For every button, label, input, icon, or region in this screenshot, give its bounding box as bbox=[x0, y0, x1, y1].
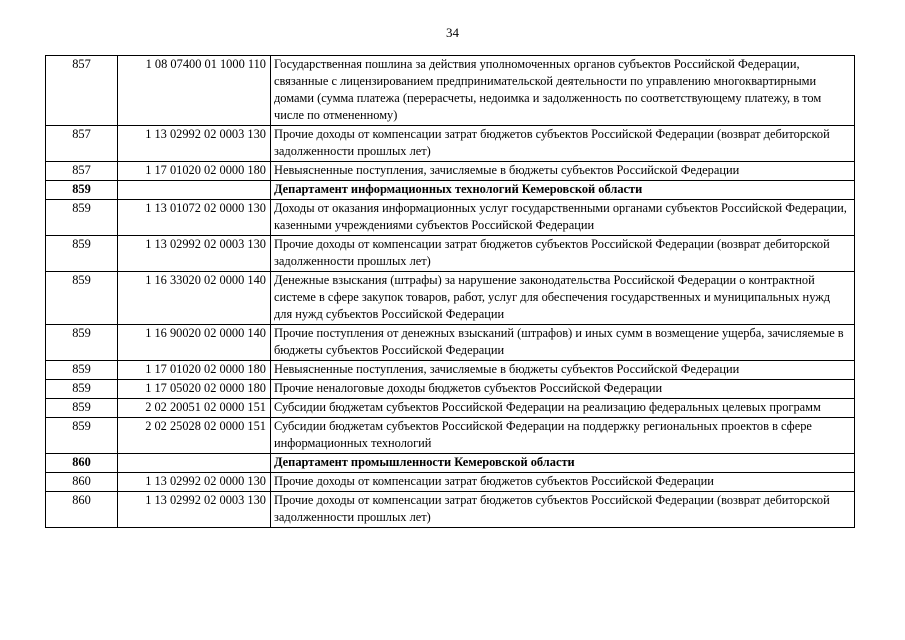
page-number: 34 bbox=[446, 25, 459, 40]
admin-code-cell: 859 bbox=[46, 200, 118, 236]
table-row bbox=[46, 56, 855, 126]
admin-code-cell: 857 bbox=[46, 126, 118, 162]
admin-code-cell: 860 bbox=[46, 492, 118, 528]
revenue-code-cell: 1 13 02992 02 0003 130 bbox=[118, 492, 271, 528]
table-row bbox=[46, 126, 855, 162]
table-row bbox=[46, 162, 855, 181]
revenue-code-cell bbox=[118, 181, 271, 200]
revenue-code-cell: 1 13 01072 02 0000 130 bbox=[118, 200, 271, 236]
revenue-name-cell: Государственная пошлина за действия уполномоченных органов субъектов Российской Федерации, связанные с лицензированием предпринимательской деятельности по управлению многоквартирными домами (сумма платежа (перерасчеты, недоимка и задолженность по соответствующему платежу, в том числе по отмененному) bbox=[271, 56, 855, 126]
revenue-code-cell: 1 13 02992 02 0000 130 bbox=[118, 473, 271, 492]
table-row bbox=[46, 272, 855, 325]
revenue-code-cell: 2 02 25028 02 0000 151 bbox=[118, 418, 271, 454]
admin-code-cell: 859 bbox=[46, 236, 118, 272]
revenue-name-cell: Прочие доходы от компенсации затрат бюджетов субъектов Российской Федерации bbox=[271, 473, 855, 492]
revenue-code-cell bbox=[118, 454, 271, 473]
table-row bbox=[46, 399, 855, 418]
revenue-name-cell: Прочие доходы от компенсации затрат бюджетов субъектов Российской Федерации (возврат дебиторской задолженности прошлых лет) bbox=[271, 236, 855, 272]
admin-code-cell: 857 bbox=[46, 56, 118, 126]
revenue-name-cell: Денежные взыскания (штрафы) за нарушение законодательства Российской Федерации о контрактной системе в сфере закупок товаров, работ, услуг для обеспечения государственных и муниципальных нужд для нужд субъектов Российской Федерации bbox=[271, 272, 855, 325]
revenue-code-cell: 1 17 01020 02 0000 180 bbox=[118, 162, 271, 181]
department-header-row bbox=[46, 454, 855, 473]
revenue-name-cell: Невыясненные поступления, зачисляемые в бюджеты субъектов Российской Федерации bbox=[271, 361, 855, 380]
revenue-code-cell: 1 16 33020 02 0000 140 bbox=[118, 272, 271, 325]
admin-code-cell: 859 bbox=[46, 380, 118, 399]
revenue-name-cell: Прочие поступления от денежных взысканий (штрафов) и иных сумм в возмещение ущерба, зачисляемые в бюджеты субъектов Российской Федерации bbox=[271, 325, 855, 361]
revenue-name-cell: Прочие доходы от компенсации затрат бюджетов субъектов Российской Федерации (возврат дебиторской задолженности прошлых лет) bbox=[271, 492, 855, 528]
revenue-code-cell: 1 17 05020 02 0000 180 bbox=[118, 380, 271, 399]
department-header-row bbox=[46, 181, 855, 200]
revenue-name-cell: Прочие доходы от компенсации затрат бюджетов субъектов Российской Федерации (возврат дебиторской задолженности прошлых лет) bbox=[271, 126, 855, 162]
admin-code-cell: 859 bbox=[46, 325, 118, 361]
admin-code-cell: 857 bbox=[46, 162, 118, 181]
table-row bbox=[46, 380, 855, 399]
revenue-name-cell: Субсидии бюджетам субъектов Российской Федерации на реализацию федеральных целевых программ bbox=[271, 399, 855, 418]
table-row bbox=[46, 236, 855, 272]
revenue-name-cell: Доходы от оказания информационных услуг государственными органами субъектов Российской Федерации, казенными учреждениями субъектов Российской Федерации bbox=[271, 200, 855, 236]
revenue-code-cell: 1 13 02992 02 0003 130 bbox=[118, 236, 271, 272]
admin-code-cell: 859 bbox=[46, 399, 118, 418]
revenue-name-cell: Департамент промышленности Кемеровской области bbox=[271, 454, 855, 473]
table-row bbox=[46, 418, 855, 454]
revenue-name-cell: Субсидии бюджетам субъектов Российской Федерации на поддержку региональных проектов в сфере информационных технологий bbox=[271, 418, 855, 454]
admin-code-cell: 859 bbox=[46, 361, 118, 380]
admin-code-cell: 859 bbox=[46, 272, 118, 325]
table-row bbox=[46, 325, 855, 361]
revenue-name-cell: Прочие неналоговые доходы бюджетов субъектов Российской Федерации bbox=[271, 380, 855, 399]
table-row bbox=[46, 200, 855, 236]
revenue-code-cell: 2 02 20051 02 0000 151 bbox=[118, 399, 271, 418]
table-row bbox=[46, 361, 855, 380]
table-row bbox=[46, 473, 855, 492]
admin-code-cell: 860 bbox=[46, 473, 118, 492]
revenue-name-cell: Невыясненные поступления, зачисляемые в бюджеты субъектов Российской Федерации bbox=[271, 162, 855, 181]
revenue-classification-table bbox=[45, 55, 855, 528]
table-body bbox=[46, 56, 855, 528]
revenue-code-cell: 1 16 90020 02 0000 140 bbox=[118, 325, 271, 361]
admin-code-cell: 859 bbox=[46, 181, 118, 200]
revenue-name-cell: Департамент информационных технологий Кемеровской области bbox=[271, 181, 855, 200]
admin-code-cell: 859 bbox=[46, 418, 118, 454]
revenue-code-cell: 1 13 02992 02 0003 130 bbox=[118, 126, 271, 162]
revenue-code-cell: 1 08 07400 01 1000 110 bbox=[118, 56, 271, 126]
table-row bbox=[46, 492, 855, 528]
admin-code-cell: 860 bbox=[46, 454, 118, 473]
revenue-code-cell: 1 17 01020 02 0000 180 bbox=[118, 361, 271, 380]
